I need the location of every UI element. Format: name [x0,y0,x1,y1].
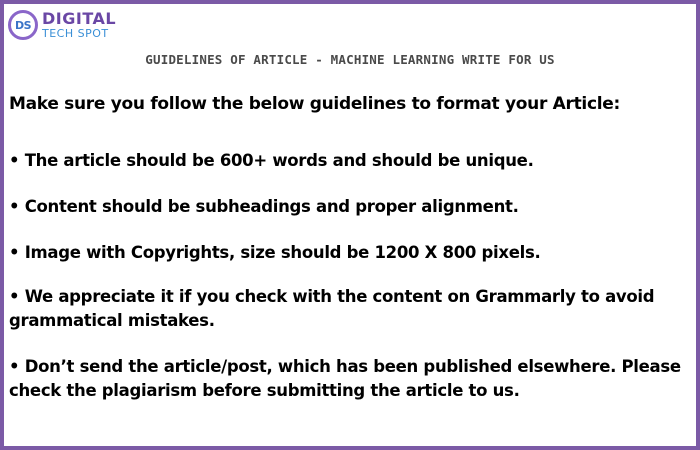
guideline-item: • Content should be subheadings and proper alignment. [9,197,519,216]
guideline-item: • Image with Copyrights, size should be 1200 X 800 pixels. [9,243,541,262]
logo-line-1: DIGITAL [42,9,117,28]
guidelines-content [9,92,690,403]
logo-wordmark [42,11,116,39]
guidelines-card [4,4,696,446]
guideline-item: • We appreciate it if you check with the content on Grammarly to avoid grammatical mistakes. [9,287,655,330]
logo-line-2: TECH SPOT [42,27,109,40]
intro-heading: Make sure you follow the below guidelines to format your Article: [9,94,620,114]
page-title: GUIDELINES OF ARTICLE - MACHINE LEARNING WRITE FOR US [145,52,555,67]
guideline-item: • Don’t send the article/post, which has been published elsewhere. Please check the plagiarism before submitting the article to us. [9,357,681,400]
logo-mark-icon [8,10,38,40]
guideline-item: • The article should be 600+ words and should be unique. [9,151,534,170]
logo-mark-text: DS [14,18,32,32]
guidelines-list [9,149,690,403]
site-logo[interactable] [8,10,116,40]
